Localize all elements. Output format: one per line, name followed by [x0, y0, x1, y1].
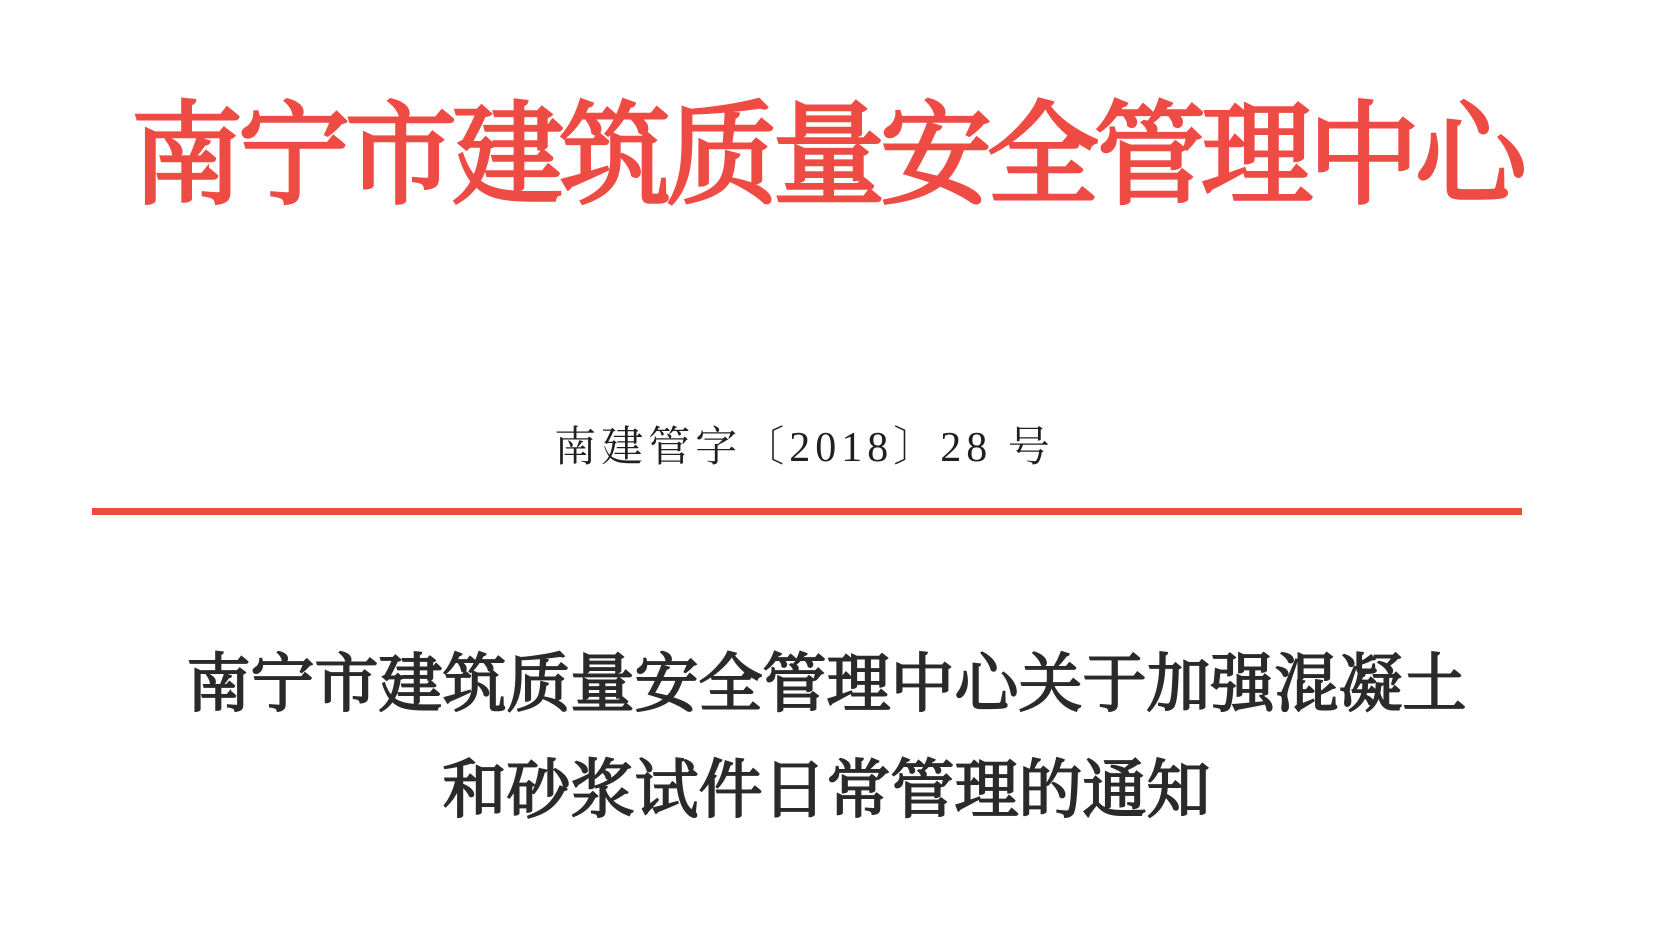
- document-number: 南建管字〔2018〕28 号: [554, 425, 1055, 471]
- agency-header-title: 南宁市建筑质量安全管理中心: [131, 95, 1522, 219]
- red-separator-line: [92, 508, 1522, 515]
- document-title-line-2: 和砂浆试件日常管理的通知: [442, 755, 1211, 826]
- document-title-line-1: 南宁市建筑质量安全管理中心关于加强混凝土: [186, 649, 1467, 720]
- document-title: [0, 632, 1653, 844]
